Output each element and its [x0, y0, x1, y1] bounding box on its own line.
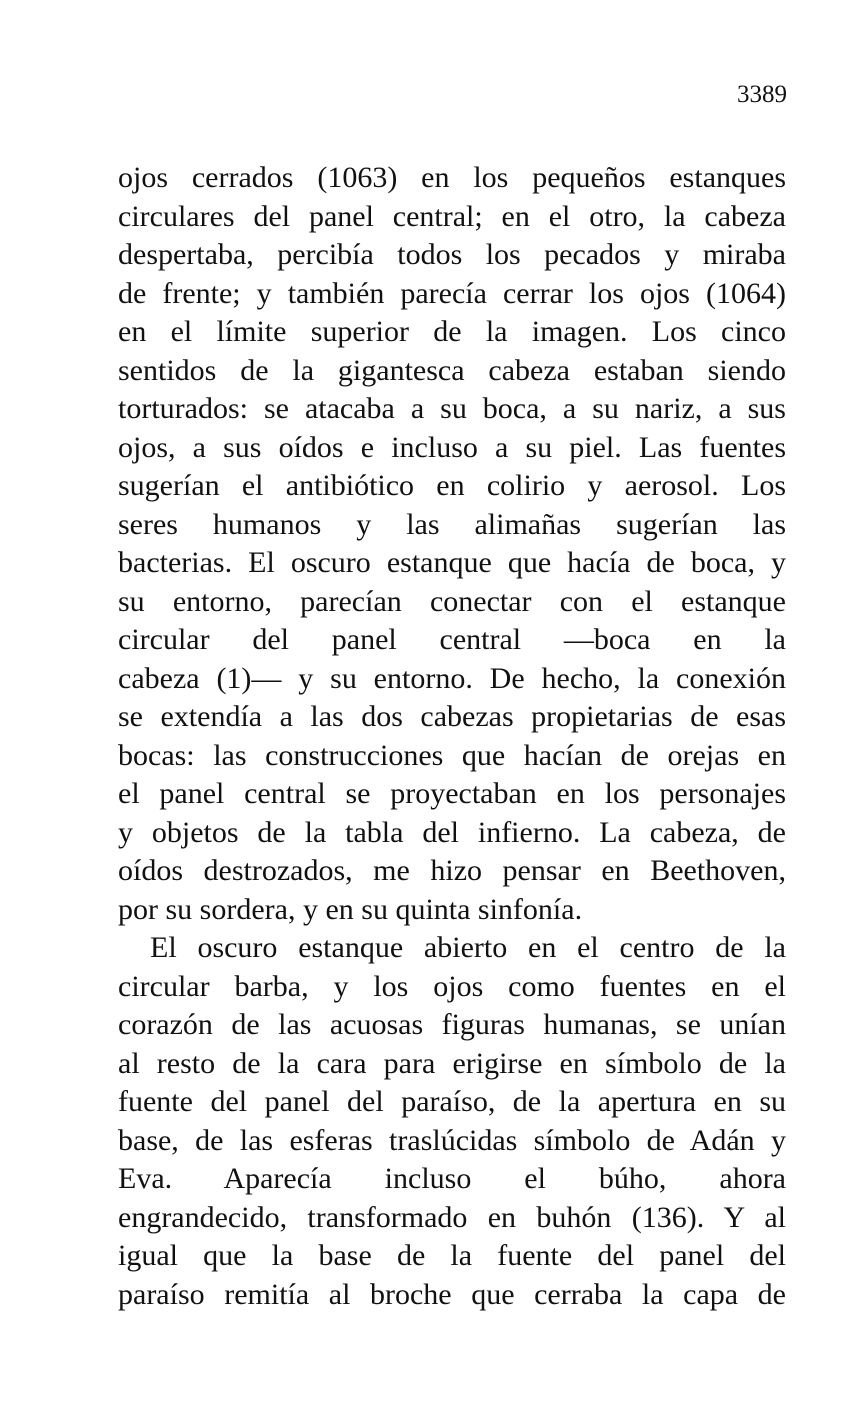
text-line: cabeza (1)— y su entorno. De hecho, la conexión — [118, 661, 786, 695]
text-line: Eva. Aparecía incluso el búho, ahora — [118, 1162, 786, 1195]
text-line: ojos cerrados (1063) en los pequeños estanques — [118, 161, 786, 194]
text-line: bacterias. El oscuro estanque que hacía de boca, y — [118, 546, 786, 579]
text-line: por su sordera, y en su quinta sinfonía. — [118, 892, 583, 926]
text-line: circular del panel central —boca en la — [118, 623, 786, 656]
text-line: fuente del panel del paraíso, de la apertura en su — [118, 1085, 786, 1118]
text-line: despertaba, percibía todos los pecados y miraba — [118, 238, 786, 271]
text-line: su entorno, parecían conectar con el estanque — [118, 584, 786, 618]
paragraph-1 — [118, 159, 786, 929]
text-line: oídos destrozados, me hizo pensar en Beethoven, — [118, 854, 786, 887]
text-line: El oscuro estanque abierto en el centro de la — [150, 931, 786, 964]
text-line: se extendía a las dos cabezas propietarias de esas — [118, 700, 786, 733]
text-line: engrandecido, transformado en buhón (136). Y al — [118, 1200, 786, 1234]
text-line: de frente; y también parecía cerrar los ojos (1064) — [118, 276, 786, 310]
text-line: base, de las esferas traslúcidas símbolo de Adán y — [118, 1123, 786, 1157]
text-line: igual que la base de la fuente del panel del — [118, 1239, 786, 1272]
page-number: 3389 — [737, 81, 787, 108]
text-line: sentidos de la gigantesca cabeza estaban siendo — [118, 353, 786, 387]
text-line: circulares del panel central; en el otro, la cabeza — [118, 199, 786, 233]
text-line: paraíso remitía al broche que cerraba la capa de — [118, 1277, 786, 1311]
text-line: en el límite superior de la imagen. Los cinco — [118, 315, 786, 348]
paragraph-2 — [118, 929, 786, 1314]
text-line: corazón de las acuosas figuras humanas, se unían — [118, 1008, 786, 1041]
body-text — [118, 159, 786, 1314]
text-line: torturados: se atacaba a su boca, a su nariz, a sus — [118, 392, 786, 425]
text-line: circular barba, y los ojos como fuentes en el — [118, 969, 786, 1003]
text-line: seres humanos y las alimañas sugerían las — [118, 507, 786, 541]
text-line: al resto de la cara para erigirse en símbolo de la — [118, 1046, 786, 1080]
text-line: bocas: las construcciones que hacían de orejas en — [118, 738, 786, 772]
text-line: y objetos de la tabla del infierno. La cabeza, de — [118, 815, 786, 849]
text-line: ojos, a sus oídos e incluso a su piel. Las fuentes — [118, 430, 786, 464]
text-line: sugerían el antibiótico en colirio y aerosol. Los — [118, 469, 786, 502]
text-line: el panel central se proyectaban en los personajes — [118, 777, 786, 810]
